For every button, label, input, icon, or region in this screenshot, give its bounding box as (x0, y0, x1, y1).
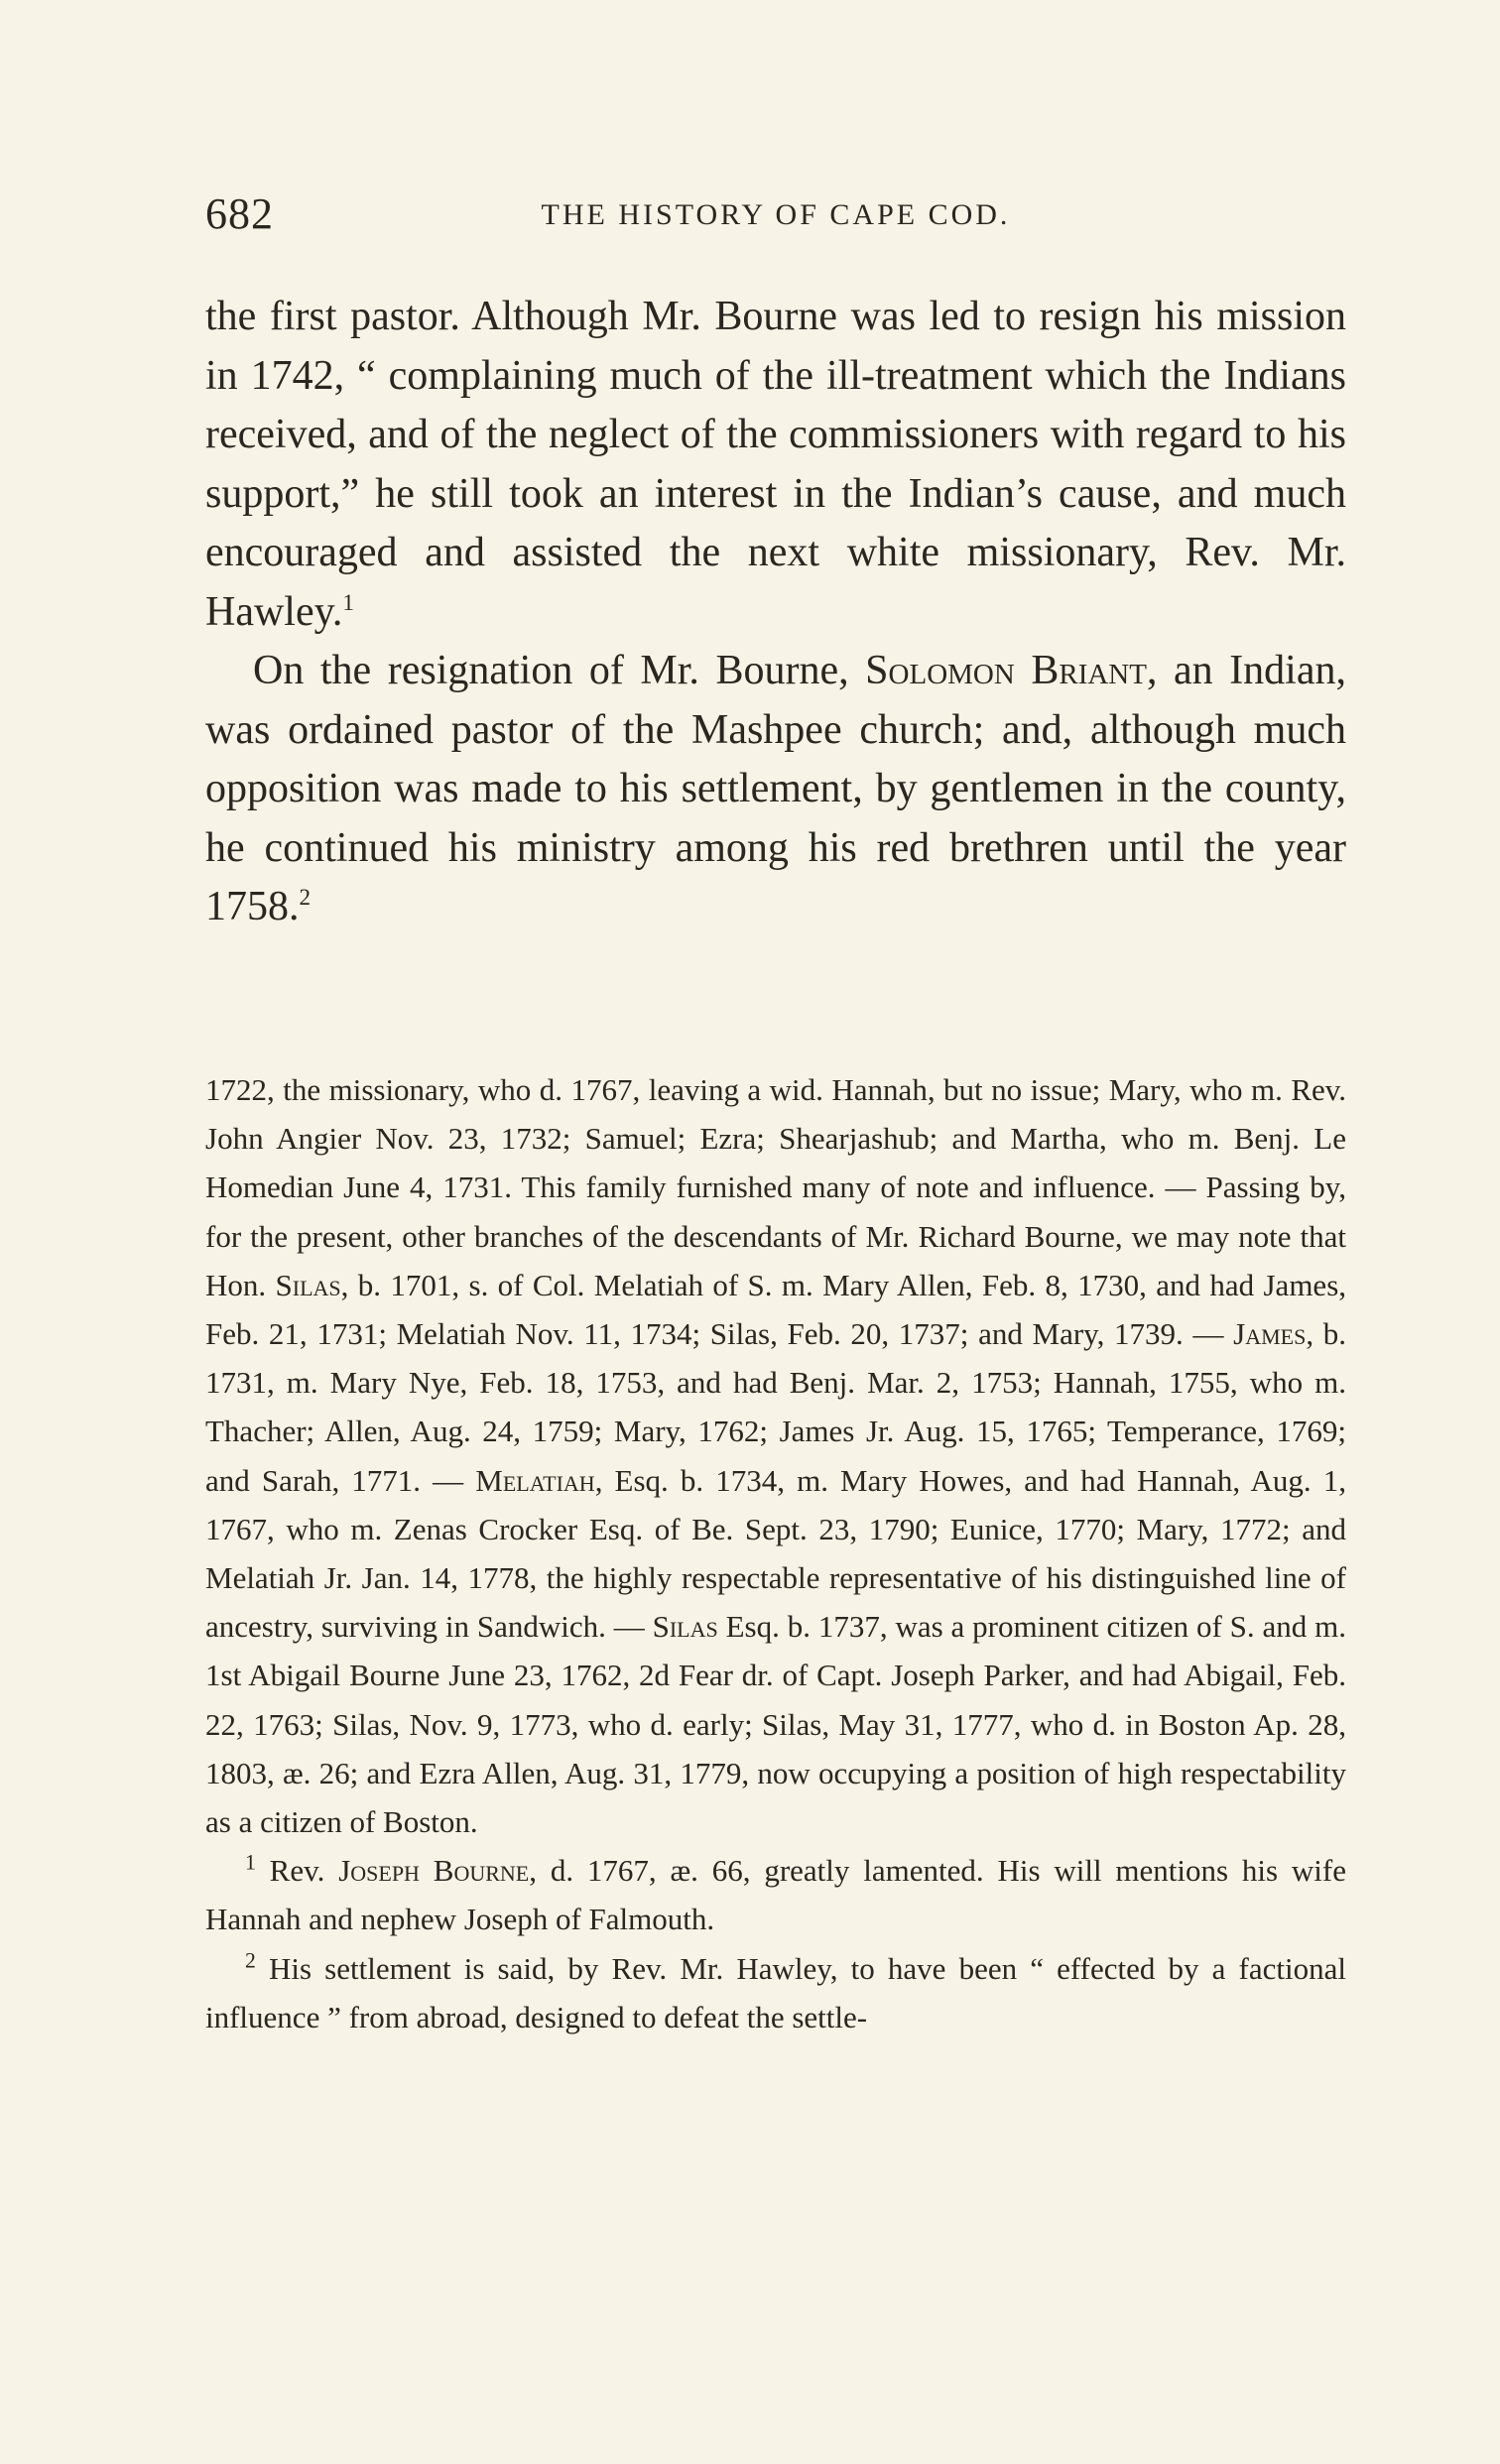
person-name-solomon-briant: Solomon Briant (865, 648, 1147, 693)
footnote-cont-name-silas: Silas (275, 1267, 341, 1302)
footnote-cont-s1: 1722, the missionary, who d. 1767, leaving a wid. Hannah, but no issue; Mary, who m. Rev. John Angier Nov. 23, 1732; Samuel; Ezra; Shearjashub; and Martha, who m. Benj. Le Homedian June 4, 1731. This family furnished many of note and influence. — Passing by, for the present, other branches of the descendants of Mr. Richard Bourne, we may note that Hon. (205, 1072, 1346, 1302)
footnote-2 (205, 1944, 1346, 2041)
footnote-cont-s5: Esq. b. 1737, was a prominent citizen of S. and m. 1st Abigail Bourne June 23, 1762, 2d Fear dr. of Capt. Joseph Parker, and had Abigail, Feb. 22, 1763; Silas, Nov. 9, 1773, who d. early; Silas, May 31, 1777, who d. in Boston Ap. 28, 1803, æ. 26; and Ezra Allen, Aug. 31, 1779, now occupying a position of high respectability as a citizen of Boston. (205, 1609, 1347, 1840)
footnote-cont-name-james: James (1233, 1316, 1307, 1352)
page-header (205, 188, 1346, 244)
footnote-cont-s3: , b. 1731, m. Mary Nye, Feb. 18, 1753, and had Benj. Mar. 2, 1753; Hannah, 1755, who m. Thacher; Allen, Aug. 24, 1759; Mary, 1762; James Jr. Aug. 15, 1765; Temperance, 1769; and Sarah, 1771. — (205, 1316, 1346, 1498)
running-head: THE HISTORY OF CAPE COD. (541, 198, 1011, 231)
footnote-cont-name-silas-2: Silas (652, 1609, 718, 1645)
footnote-cont-s4: , Esq. b. 1734, m. Mary Howes, and had Hannah, Aug. 1, 1767, who m. Zenas Crocker Esq. of Be. Sept. 23, 1790; Eunice, 1770; Mary, 1772; and Melatiah Jr. Jan. 14, 1778, the highly respectable representative of his distinguished line of ancestry, surviving in Sandwich. — (205, 1462, 1346, 1645)
footnote-1-text-a: Rev. (255, 1853, 339, 1889)
page-number: 682 (205, 189, 274, 238)
footnote-1-name: Joseph Bourne (338, 1853, 530, 1889)
footnote-1-mark: 1 (245, 1850, 256, 1875)
main-text (205, 288, 1346, 937)
paragraph-2-text-a: On the resignation of Mr. Bourne, (253, 648, 866, 693)
footnote-1 (205, 1846, 1346, 1943)
footnote-ref-2: 2 (299, 884, 312, 910)
footnote-cont-s2: , b. 1701, s. of Col. Melatiah of S. m. Mary Allen, Feb. 8, 1730, and had James, Feb. 21, 1731; Melatiah Nov. 11, 1734; Silas, Feb. 20, 1737; and Mary, 1739. — (205, 1267, 1347, 1352)
footnote-continuation (205, 1065, 1346, 1846)
footnote-ref-1: 1 (342, 588, 354, 615)
footnote-2-text: His settlement is said, by Rev. Mr. Hawley, to have been “ effected by a factional influence ” from abroad, designed to defeat the settle- (205, 1950, 1346, 2034)
paragraph-2 (205, 642, 1346, 937)
paragraph-2-text-b: , an Indian, was ordained pastor of the Mashpee church; and, although much opposition was made to his settlement, by gentlemen in the county, he continued his ministry among his red brethren until the year 1758. (205, 648, 1346, 929)
paragraph-1-text: the first pastor. Although Mr. Bourne was led to resign his mission in 1742, “ complaining much of the ill-treatment which the Indians received, and of the neglect of the commissioners with regard to his support,” he still took an interest in the Indian’s cause, and much encouraged and assisted the next white missionary, Rev. Mr. Hawley. (205, 294, 1346, 635)
footnote-cont-name-melatiah: Melatiah (475, 1462, 595, 1498)
footnotes (205, 1065, 1346, 2041)
footnote-2-mark: 2 (245, 1948, 256, 1973)
paragraph-1 (205, 288, 1346, 642)
footnote-1-text-b: , d. 1767, æ. 66, greatly lamented. His will mentions his wife Hannah and nephew Joseph of Falmouth. (205, 1853, 1346, 1937)
